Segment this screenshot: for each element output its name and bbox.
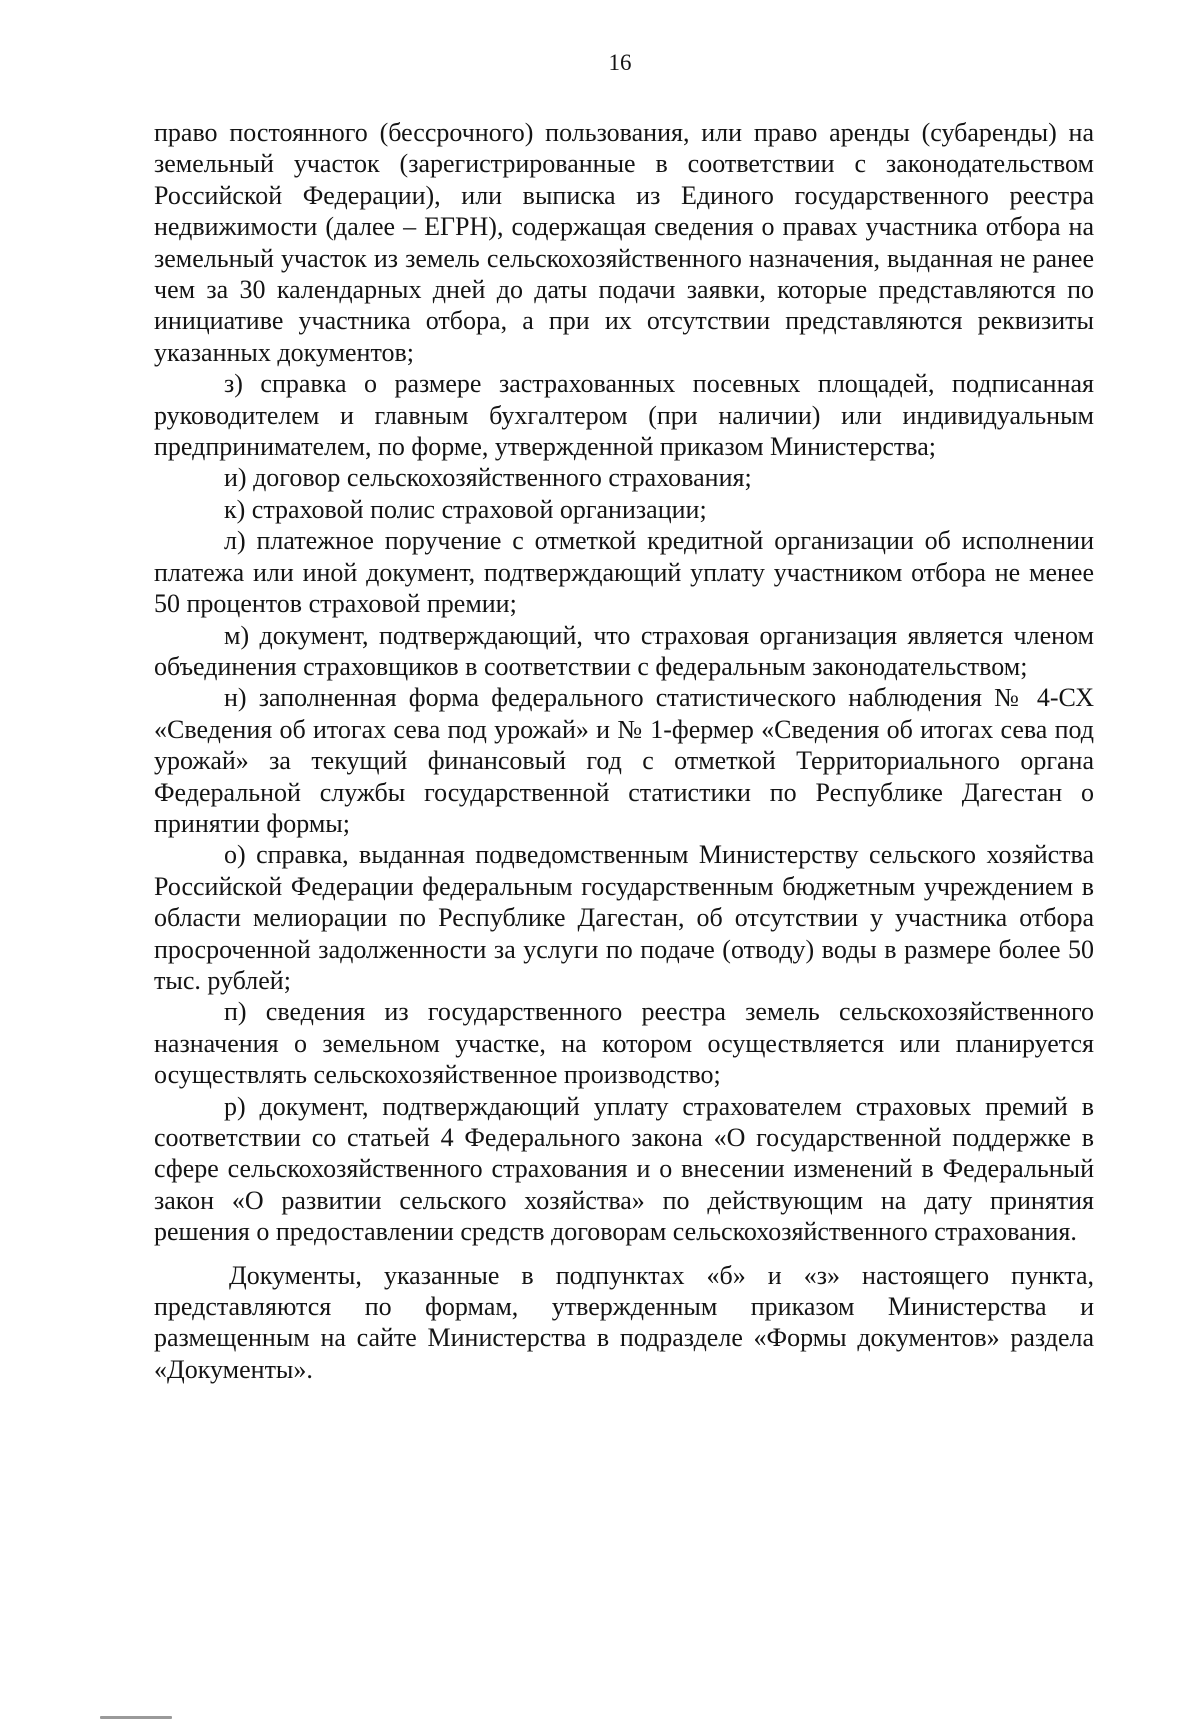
paragraph-item-n: н) заполненная форма федерального статистического наблюдения № 4-СХ «Сведения об итогах сева под урожай» и № 1-фермер «Сведения об итогах сева под урожай» за текущий финансовый год с отметкой Территориального органа Федеральной службы государственной статистики по Республике Дагестан о принятии формы; <box>154 683 1094 838</box>
paragraph-ownership-rights: право постоянного (бессрочного) пользования, или право аренды (субаренды) на земельный участок (зарегистрированные в соответствии с законодательством Российской Федерации), или выписка из Единого государственного реестра недвижимости (далее – ЕГРН), содержащая сведения о правах участника отбора на земельный участок из земель сельскохозяйственного назначения, выданная не ранее чем за 30 календарных дней до даты подачи заявки, которые представляются по инициативе участника отбора, а при их отсутствии представляются реквизиты указанных документов; <box>154 118 1094 367</box>
paragraph-item-l: л) платежное поручение с отметкой кредитной организации об исполнении платежа или иной документ, подтверждающий уплату участником отбора не менее 50 процентов страховой премии; <box>154 526 1094 619</box>
paragraph-documents-forms: Документы, указанные в подпунктах «б» и «з» настоящего пункта, представляются по формам, утвержденным приказом Министерства и размещенным на сайте Министерства в подразделе «Формы документов» раздела «Документы». <box>154 1260 1094 1384</box>
paragraph-item-p: п) сведения из государственного реестра земель сельскохозяйственного назначения о земельном участке, на котором осуществляется или планируется осуществлять сельскохозяйственное производство; <box>154 997 1094 1090</box>
paragraph-item-z: з) справка о размере застрахованных посевных площадей, подписанная руководителем и главным бухгалтером (при наличии) или индивидуальным предпринимателем, по форме, утвержденной приказом Министерства; <box>154 369 1094 462</box>
paragraph-item-r: р) документ, подтверждающий уплату страхователем страховых премий в соответствии со статьей 4 Федерального закона «О государственной поддержке в сфере сельскохозяйственного страхования и о внесении изменений в Федеральный закон «О развитии сельского хозяйства» по действующим на дату принятия решения о предоставлении средств договорам сельскохозяйственного страхования. <box>154 1091 1094 1247</box>
page-number: 16 <box>608 50 632 75</box>
paragraph-item-k: к) страховой полис страховой организации; <box>224 494 707 524</box>
document-body <box>154 117 1094 1385</box>
paragraph-item-o: о) справка, выданная подведомственным Министерству сельского хозяйства Российской Федерации федеральным государственным бюджетным учреждением в области мелиорации по Республике Дагестан, об отсутствии у участника отбора просроченной задолженности за услуги по подаче (отводу) воды в размере более 50 тыс. рублей; <box>154 840 1094 995</box>
scan-edge-mark <box>100 1716 172 1719</box>
paragraph-item-m: м) документ, подтверждающий, что страховая организация является членом объединения страховщиков в соответствии с федеральным законодательством; <box>154 620 1094 681</box>
paragraph-item-i: и) договор сельскохозяйственного страхования; <box>224 463 752 493</box>
